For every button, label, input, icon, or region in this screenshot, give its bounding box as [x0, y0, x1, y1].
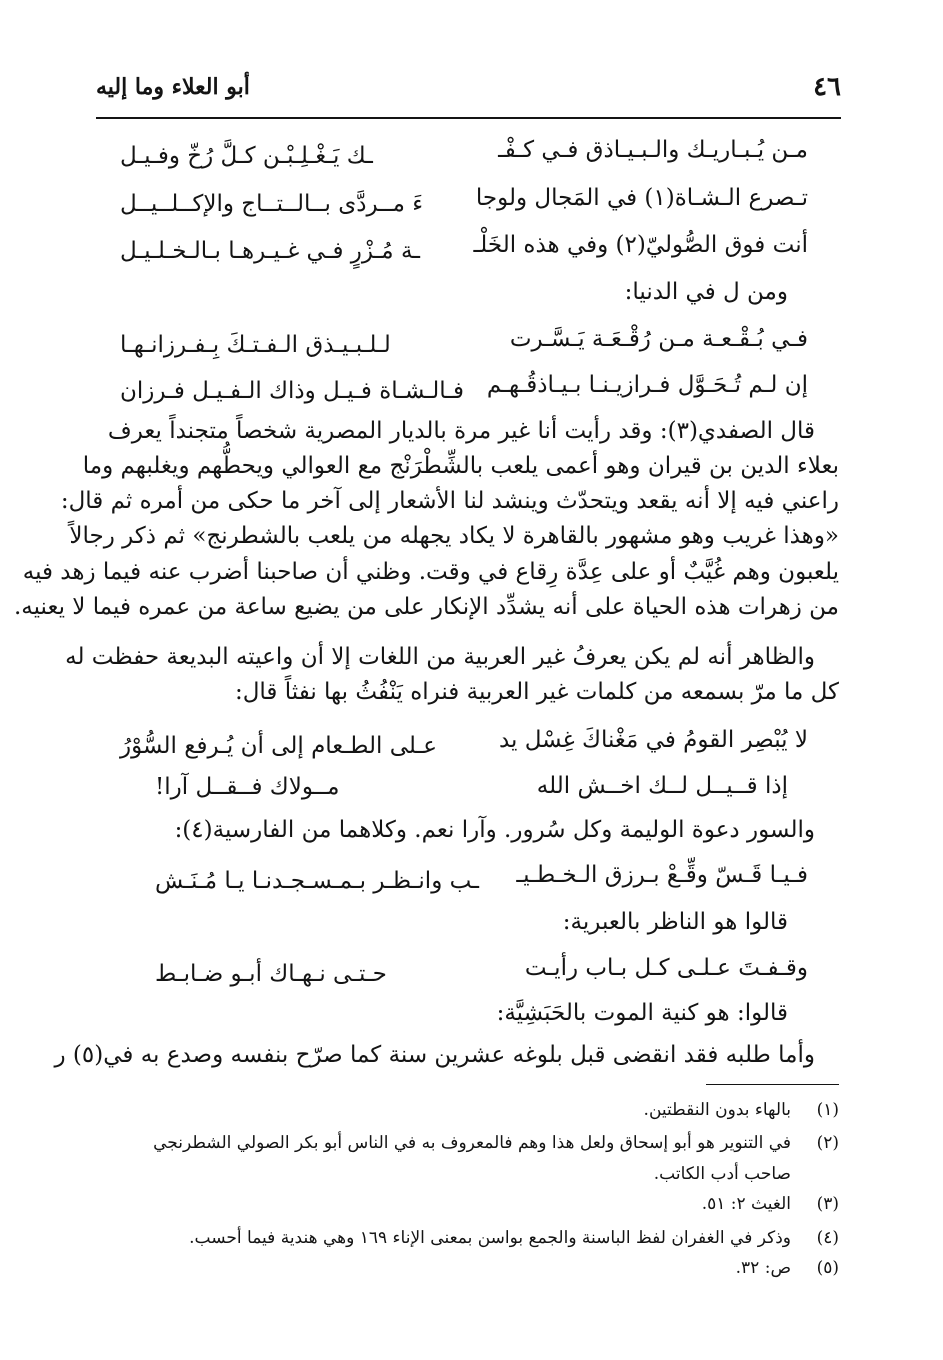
verse-9-second-hemistich: حـتـى نـهـاك أبـو ضـابـط	[155, 961, 387, 987]
verse-5-first-hemistich: إن لـم تُـحَـوَّل فـرازيـنـا بـيـاذقُـهـم	[486, 372, 808, 398]
footnote-text: بالهاء بدون النقطتين.	[643, 1100, 791, 1120]
footnote-rule	[706, 1084, 839, 1085]
footnote-text: صاحب أدب الكاتب.	[653, 1164, 791, 1184]
verse-5-second-hemistich: فـالـشـاة فـيـل وذاك الـفـيـل فـرزان	[120, 378, 464, 404]
verse-3-second-hemistich: ـة مُـزْرٍ فـي غـيـرهـا بـالـخـلـيـل	[120, 238, 421, 264]
footnote-text: في التنوير هو أبو إسحاق ولعل هذا وهم فالمعروف به في الناس أبو بكر الصولي الشطرنجي	[153, 1133, 791, 1153]
verse-4-first-hemistich: فـي بُـقْـعـة مـن رُقْـعَـة يَـسَّـرت	[509, 326, 808, 352]
verse-7-first-hemistich: إذا قــيــل لــك اخــش الله	[536, 773, 788, 799]
verse-8-second-hemistich: ـب وانـظـر بـمـسـجـدنـا يـا مُـنَـش	[155, 868, 479, 894]
prose-line: والظاهر أنه لم يكن يعرفُ غير العربية من اللغات إلا أن واعيته البديعة حفظت له	[65, 644, 815, 670]
verse-1-first-hemistich: مـن يُـبـاريـك والـبـيـاذق فـي كـفْـ	[498, 137, 808, 163]
intro-line: قالوا: هو كنية الموت بالحَبَشِيَّة:	[496, 1000, 788, 1026]
footnote-text: ص: ٣٢.	[735, 1258, 791, 1278]
verse-9-first-hemistich: وقـفـتَ عـلـى كـل بـاب رأيـت	[524, 955, 808, 981]
footnote-text: وذكر في الغفران لفظ الباسنة والجمع بواسن بمعنى الإناء ١٦٩ وهي هندية فيما أحسب.	[189, 1228, 791, 1248]
verse-2-first-hemistich: تـصرع الـشـاة(١) في المَجال ولوجا	[475, 185, 808, 211]
prose-line: كل ما مرّ بسمعه من كلمات غير العربية فنراه يَنْفُثُ بها نفثاً قال:	[234, 679, 839, 705]
prose-line: يلعبون وهم غُيَّبٌ أو على عِدَّة رِقاع في وقت. وظني أن صاحبنا أضرب عنه فيما زهد فيه	[22, 559, 839, 585]
page-number: ٤٦	[813, 72, 841, 102]
intro-line: ومن ل في الدنيا:	[624, 279, 788, 305]
verse-8-first-hemistich: فـيـا قَـسّ وقِّـعْ بـرزق الـخـطـيـ	[516, 862, 808, 888]
verse-6-second-hemistich: عـلى الطـعام إلى أن يُـرفع السُّوْرُ	[120, 733, 437, 759]
footnote-number: (٣)	[816, 1194, 839, 1214]
verse-6-first-hemistich: لا يُبْصِر القومُ في مَغْناكَ غِسْل يد	[498, 727, 808, 753]
prose-line: من زهرات هذه الحياة على أنه يشدِّد الإنكار على من يضيع ساعة من عمره فيما لا يعنيه.	[13, 594, 839, 620]
header-rule	[96, 117, 841, 119]
intro-line: قالوا هو الناظر بالعبرية:	[562, 909, 788, 935]
intro-line: والسور دعوة الوليمة وكل سُرور. وآرا نعم. وكلاهما من الفارسية(٤):	[174, 817, 815, 843]
footnote-number: (٢)	[816, 1133, 839, 1153]
prose-line: وأما طلبه فقد انقضى قبل بلوغه عشرين سنة كما صرّح بنفسه وصدع به في(٥) ر	[54, 1042, 815, 1068]
verse-1-second-hemistich: ـك يَـغْـلِـبْـن كـلَّ رُخّ وفـيـل	[120, 143, 373, 169]
footnote-number: (١)	[816, 1100, 839, 1120]
verse-4-second-hemistich: لـلـبـيـذق الـفـتـكَ بِـفـرزانـهـا	[120, 332, 391, 358]
verse-2-second-hemistich: ءَ مــردَّى بــالــتــاج والإكــلــيــل	[120, 191, 424, 217]
verse-7-second-hemistich: مــولاك فــقــل آرا!	[155, 774, 340, 800]
prose-line: «وهذا غريب وهو مشهور بالقاهرة لا يكاد يجهله من يلعب بالشطرنج» ثم ذكر رجالاً	[69, 523, 839, 549]
prose-line: راعني فيه إلا أنه يقعد ويتحدّث وينشد لنا الأشعار إلى آخر ما حكى من أمره ثم قال:	[60, 488, 839, 514]
footnote-number: (٥)	[816, 1258, 839, 1278]
prose-line: بعلاء الدين بن قيران وهو أعمى يلعب بالشِّطْرَنْج مع العوالي ويحطُّهم ويغلبهم وما	[82, 453, 839, 479]
page-header	[96, 72, 841, 108]
footnote-text: الغيث ٢: ٥١.	[701, 1194, 791, 1214]
verse-3-first-hemistich: أنت فوق الصُّوليّ(٢) وفي هذه الخَلْـ	[473, 232, 808, 258]
prose-line: قال الصفدي(٣): وقد رأيت أنا غير مرة بالديار المصرية شخصاً متجنداً يعرف	[107, 418, 815, 444]
footnote-number: (٤)	[816, 1228, 839, 1248]
running-title: أبو العلاء وما إليه	[96, 74, 250, 100]
